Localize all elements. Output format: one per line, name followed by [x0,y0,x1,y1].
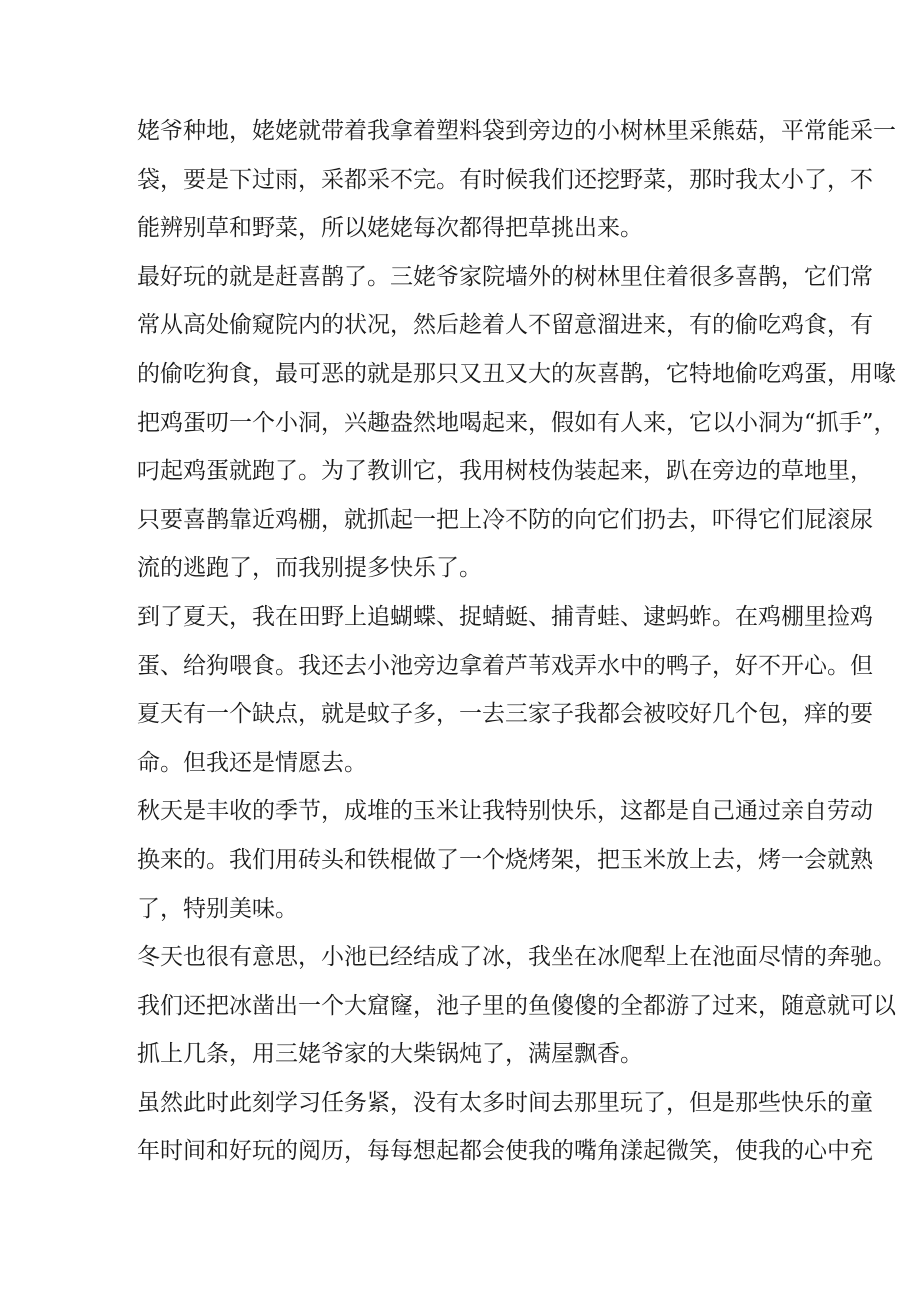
text-line: 姥爷种地，姥姥就带着我拿着塑料袋到旁边的小树林里采熊菇，平常能采一 [137,118,896,144]
text-line: 把鸡蛋叨一个小洞，兴趣盎然地喝起来，假如有人来，它以小洞为“抓手”， [137,409,897,436]
text-line: 我们还把冰凿出一个大窟窿，池子里的鱼傻傻的全都游了过来，随意就可以 [137,992,896,1019]
text-line: 了，特别美味。 [137,895,298,922]
text-line: 命。但我还是情愿去。 [137,749,367,776]
text-line: 换来的。我们用砖头和铁棍做了一个烧烤架，把玉米放上去，烤一会就熟 [137,846,873,873]
text-line: 最好玩的就是赶喜鹊了。三姥爷家院墙外的树林里住着很多喜鹊，它们常 [137,263,873,290]
text-line: 叼起鸡蛋就跑了。为了教训它，我用树枝伪装起来，趴在旁边的草地里， [137,458,873,485]
text-line: 虽然此时此刻学习任务紧，没有太多时间去那里玩了，但是那些快乐的童 [137,1089,873,1116]
text-line: 夏天有一个缺点，就是蚊子多，一去三家子我都会被咬好几个包，痒的要 [137,701,873,728]
text-line: 只要喜鹊靠近鸡棚，就抓起一把上冷不防的向它们扔去，吓得它们屁滚尿 [137,506,873,533]
text-line: 抓上几条，用三姥爷家的大柴锅炖了，满屋飘香。 [137,1041,643,1068]
text-line: 常从高处偷窥院内的状况，然后趁着人不留意溜进来，有的偷吃鸡食，有 [137,312,873,339]
text-line: 的偷吃狗食，最可恶的就是那只又丑又大的灰喜鹊，它特地偷吃鸡蛋，用喙 [137,360,896,387]
text-line: 流的逃跑了，而我别提多快乐了。 [137,555,482,582]
text-line: 秋天是丰收的季节，成堆的玉米让我特别快乐，这都是自己通过亲自劳动 [137,798,873,825]
text-line: 袋，要是下过雨，采都采不完。有时候我们还挖野菜，那时我太小了，不 [137,166,873,193]
text-line: 年时间和好玩的阅历，每每想起都会使我的嘴角漾起微笑，使我的心中充 [137,1138,873,1165]
text-line: 到了夏天，我在田野上追蝴蝶、捉蜻蜓、捕青蛙、逮蚂蚱。在鸡棚里捡鸡 [137,603,873,630]
text-line: 能辨别草和野菜，所以姥姥每次都得把草挑出来。 [137,215,643,242]
essay-body [137,107,897,1176]
text-line: 蛋、给狗喂食。我还去小池旁边拿着芦苇戏弄水中的鸭子，好不开心。但 [137,652,873,679]
text-line: 冬天也很有意思，小池已经结成了冰，我坐在冰爬犁上在池面尽情的奔驰。 [137,944,896,971]
